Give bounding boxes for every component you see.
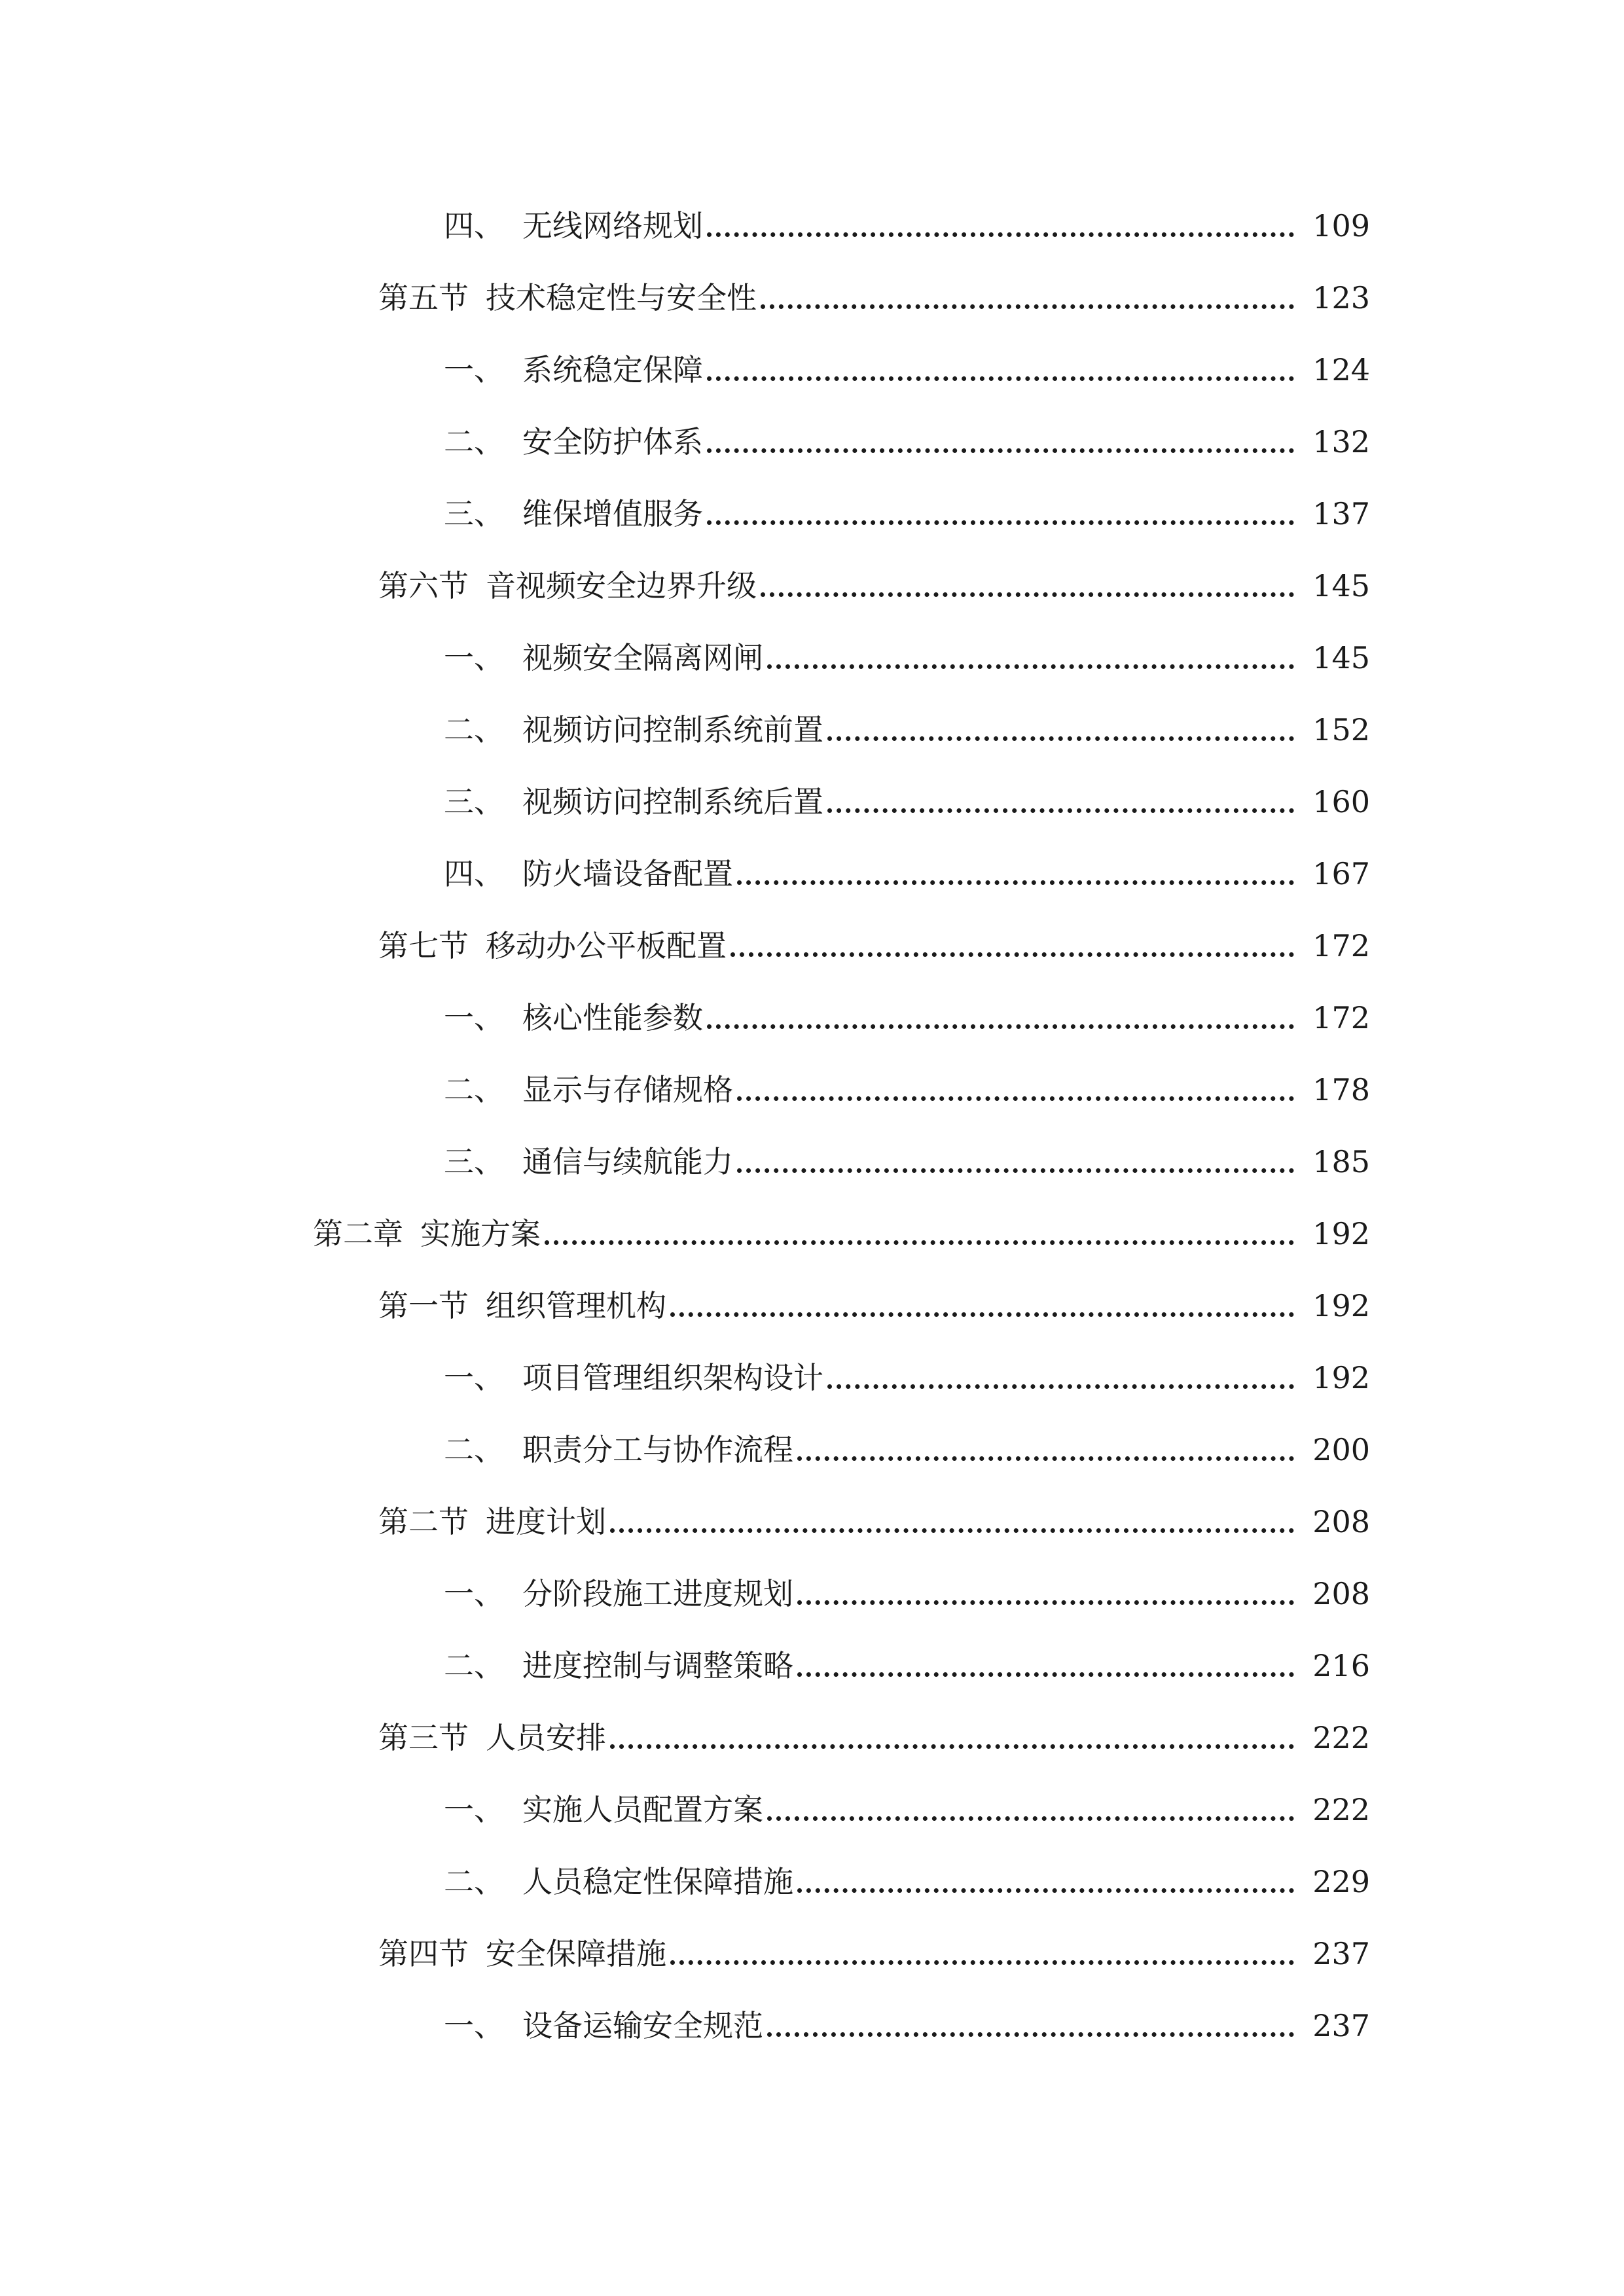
toc-entry-page-number: 137	[1312, 496, 1370, 531]
toc-entry-title: 视频访问控制系统后置	[522, 784, 823, 819]
toc-entry-number: 第六节	[378, 568, 469, 603]
toc-entry-number: 一、	[444, 1576, 504, 1611]
toc-entry[interactable]	[0, 1342, 1624, 1414]
toc-entry-number: 一、	[444, 640, 504, 675]
toc-entry[interactable]	[0, 1990, 1624, 2062]
toc-entry-title: 职责分工与协作流程	[522, 1432, 793, 1467]
dot-leader	[797, 1600, 1294, 1605]
toc-entry-page-number: 216	[1312, 1648, 1370, 1683]
toc-entry[interactable]	[0, 1414, 1624, 1486]
toc-entry-page-number: 160	[1312, 784, 1370, 819]
toc-entry-number: 一、	[444, 1360, 504, 1395]
toc-entry-title: 实施人员配置方案	[522, 1792, 763, 1827]
dot-leader	[707, 1024, 1294, 1029]
dot-leader	[707, 520, 1294, 525]
toc-entry-page-number: 237	[1312, 1936, 1370, 1971]
dot-leader	[797, 1672, 1294, 1677]
toc-entry-page-number: 208	[1312, 1504, 1370, 1539]
dot-leader	[707, 232, 1294, 237]
toc-entry[interactable]	[0, 550, 1624, 622]
toc-entry[interactable]	[0, 1774, 1624, 1846]
toc-entry-number: 一、	[444, 352, 504, 387]
toc-entry-page-number: 132	[1312, 424, 1370, 459]
toc-entry-title: 通信与续航能力	[522, 1144, 733, 1179]
toc-entry-number: 第四节	[378, 1936, 469, 1971]
toc-entry-number: 四、	[444, 208, 504, 243]
toc-entry-page-number: 192	[1312, 1216, 1370, 1251]
toc-entry-number: 一、	[444, 1000, 504, 1035]
toc-entry-page-number: 124	[1312, 352, 1370, 387]
toc-entry[interactable]	[0, 1270, 1624, 1342]
toc-entry[interactable]	[0, 1702, 1624, 1774]
toc-entry-page-number: 192	[1312, 1360, 1370, 1395]
dot-leader	[670, 1312, 1294, 1317]
toc-entry-number: 一、	[444, 2008, 504, 2043]
toc-entry[interactable]	[0, 262, 1624, 334]
toc-entry[interactable]	[0, 406, 1624, 478]
toc-entry-title: 无线网络规划	[522, 208, 703, 243]
toc-entry-number: 三、	[444, 496, 504, 531]
toc-entry-title: 项目管理组织架构设计	[522, 1360, 823, 1395]
dot-leader	[797, 1888, 1294, 1893]
toc-entry-page-number: 145	[1312, 640, 1370, 675]
toc-entry-page-number: 152	[1312, 712, 1370, 747]
toc-entry-number: 第一节	[378, 1288, 469, 1323]
dot-leader	[767, 1816, 1294, 1821]
toc-entry-number: 第二章	[313, 1216, 403, 1251]
toc-entry-number: 三、	[444, 1144, 504, 1179]
toc-entry[interactable]	[0, 1846, 1624, 1918]
dot-leader	[767, 2032, 1294, 2037]
toc-entry[interactable]	[0, 1486, 1624, 1558]
toc-entry-page-number: 222	[1312, 1720, 1370, 1755]
toc-entry-number: 一、	[444, 1792, 504, 1827]
toc-entry-page-number: 192	[1312, 1288, 1370, 1323]
toc-entry-title: 进度控制与调整策略	[522, 1648, 793, 1683]
toc-entry-number: 二、	[444, 1432, 504, 1467]
toc-entry-page-number: 178	[1312, 1072, 1370, 1107]
toc-entry-title: 移动办公平板配置	[486, 928, 727, 963]
toc-entry[interactable]	[0, 694, 1624, 766]
toc-entry-title: 系统稳定保障	[522, 352, 703, 387]
toc-entry-number: 三、	[444, 784, 504, 819]
toc-entry-page-number: 229	[1312, 1864, 1370, 1899]
dot-leader	[827, 808, 1294, 813]
toc-entry-number: 二、	[444, 1648, 504, 1683]
toc-entry-title: 实施方案	[420, 1216, 541, 1251]
toc-entry-title: 人员安排	[486, 1720, 606, 1755]
dot-leader	[737, 1096, 1294, 1101]
toc-entry-page-number: 109	[1312, 208, 1370, 243]
toc-entry-title: 维保增值服务	[522, 496, 703, 531]
toc-entry[interactable]	[0, 1054, 1624, 1126]
toc-entry-title: 安全保障措施	[486, 1936, 666, 1971]
toc-entry[interactable]	[0, 1918, 1624, 1990]
toc-entry-page-number: 208	[1312, 1576, 1370, 1611]
toc-entry-title: 进度计划	[486, 1504, 606, 1539]
toc-entry[interactable]	[0, 190, 1624, 262]
toc-entry-number: 二、	[444, 712, 504, 747]
toc-entry-number: 二、	[444, 1072, 504, 1107]
toc-entry-page-number: 167	[1312, 856, 1370, 891]
toc-entry-number: 二、	[444, 1864, 504, 1899]
toc-entry-page-number: 145	[1312, 568, 1370, 603]
toc-entry[interactable]	[0, 1558, 1624, 1630]
toc-entry[interactable]	[0, 910, 1624, 982]
toc-entry-title: 核心性能参数	[522, 1000, 703, 1035]
dot-leader	[767, 664, 1294, 669]
dot-leader	[610, 1528, 1294, 1533]
toc-entry[interactable]	[0, 622, 1624, 694]
toc-entry-title: 技术稳定性与安全性	[486, 280, 757, 315]
dot-leader	[827, 1384, 1294, 1389]
toc-entry-title: 组织管理机构	[486, 1288, 666, 1323]
toc-entry[interactable]	[0, 1198, 1624, 1270]
toc-entry-title: 人员稳定性保障措施	[522, 1864, 793, 1899]
toc-entry-number: 第二节	[378, 1504, 469, 1539]
toc-entry-page-number: 222	[1312, 1792, 1370, 1827]
toc-entry-title: 设备运输安全规范	[522, 2008, 763, 2043]
toc-entry[interactable]	[0, 838, 1624, 910]
dot-leader	[797, 1456, 1294, 1461]
toc-entry-title: 视频安全隔离网闸	[522, 640, 763, 675]
toc-entry[interactable]	[0, 982, 1624, 1054]
toc-entry[interactable]	[0, 334, 1624, 406]
toc-entry-number: 二、	[444, 424, 504, 459]
toc-entry-page-number: 185	[1312, 1144, 1370, 1179]
toc-entry-page-number: 172	[1312, 1000, 1370, 1035]
toc-entry-title: 音视频安全边界升级	[486, 568, 757, 603]
dot-leader	[761, 304, 1294, 309]
dot-leader	[707, 448, 1294, 453]
dot-leader	[545, 1240, 1294, 1245]
toc-entry-title: 视频访问控制系统前置	[522, 712, 823, 747]
toc-entry-page-number: 123	[1312, 280, 1370, 315]
toc-entry-number: 第七节	[378, 928, 469, 963]
dot-leader	[737, 1168, 1294, 1173]
dot-leader	[731, 952, 1294, 957]
dot-leader	[707, 376, 1294, 381]
toc-entry[interactable]	[0, 1630, 1624, 1702]
toc-entry-number: 四、	[444, 856, 504, 891]
toc-entry-title: 显示与存储规格	[522, 1072, 733, 1107]
toc-entry-title: 防火墙设备配置	[522, 856, 733, 891]
dot-leader	[670, 1960, 1294, 1965]
toc-entry-page-number: 200	[1312, 1432, 1370, 1467]
table-of-contents	[0, 190, 1624, 2062]
toc-entry[interactable]	[0, 478, 1624, 550]
dot-leader	[827, 736, 1294, 741]
toc-entry-page-number: 237	[1312, 2008, 1370, 2043]
toc-entry-number: 第三节	[378, 1720, 469, 1755]
toc-entry-page-number: 172	[1312, 928, 1370, 963]
toc-entry-number: 第五节	[378, 280, 469, 315]
toc-entry[interactable]	[0, 766, 1624, 838]
toc-entry-title: 安全防护体系	[522, 424, 703, 459]
toc-entry-title: 分阶段施工进度规划	[522, 1576, 793, 1611]
dot-leader	[610, 1744, 1294, 1749]
dot-leader	[737, 880, 1294, 885]
toc-entry[interactable]	[0, 1126, 1624, 1198]
dot-leader	[761, 592, 1294, 597]
